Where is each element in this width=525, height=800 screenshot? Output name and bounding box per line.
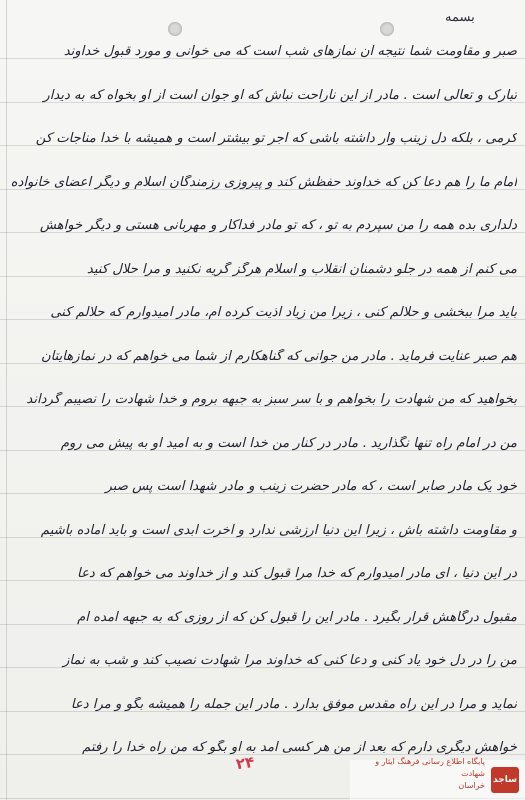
- text-line: کرمی ، بلکه دل زینب وار داشته باشی که اجر تو بیشتر است و همیشه با خدا مناجات کن: [35, 131, 517, 146]
- text-line: من را در دل خود یاد کنی و دعا کنی که خداوند مرا شهادت نصیب کند و شب به نماز: [63, 653, 517, 668]
- punch-hole: [380, 22, 394, 36]
- text-line: تبارک و تعالی است . مادر از این ناراحت نباش که او جوان است از او بخواه که به دیدار: [43, 87, 517, 103]
- text-line: هم صبر عنایت فرماید . مادر من جوانی که گناهکارم از شما می خواهم که در نمازهایتان: [40, 348, 517, 364]
- text-line: دلداری بده همه را من سپردم به تو ، که تو مادر فداکار و مهربانی هستی و دیگر خواهش: [39, 218, 517, 233]
- letter-header: بسمه: [445, 10, 475, 25]
- text-line: خود یک مادر صابر است ، که مادر حضرت زینب و مادر شهدا است پس صبر: [105, 479, 517, 494]
- text-line: مقبول درگاهش قرار بگیرد . مادر این را قبول کن که از روزی که به جبهه آمده ام: [77, 609, 517, 625]
- text-line: امام ما را هم دعا کن که خداوند حفظش کند و پیروزی رزمندگان اسلام و دیگر اعضای خانواده: [10, 174, 517, 190]
- text-line: من در امام راه تنها نگذارید . مادر در کنار من خدا است و به امید او به پیش می روم: [60, 435, 517, 451]
- text-line: و مقاومت داشته باش ، زیرا این دنیا ارزشی ندارد و آخرت ابدی است و باید آماده باشیم: [40, 522, 517, 538]
- text-line: صبر و مقاومت شما نتیجه آن نمازهای شب است که می خوانی و مورد قبول خداوند: [63, 44, 517, 59]
- watermark-line-2: خراسان: [458, 781, 485, 790]
- text-line: در این دنیا ، ای مادر امیدوارم که خدا مرا قبول کند و از خداوند می خواهم که دعا: [77, 566, 517, 581]
- text-line: می کنم از همه در جلو دشمنان انقلاب و اسلام هرگز گریه نکنید و مرا حلال کنید: [86, 261, 517, 277]
- watermark-text: [355, 756, 485, 792]
- page-number: ۲۴: [234, 752, 256, 774]
- watermark-line-1: پایگاه اطلاع رسانی فرهنگ ایثار و شهادت: [375, 757, 485, 778]
- site-watermark: [350, 757, 525, 800]
- text-line: بخواهید که من شهادت را بخواهم و با سر سبز به جبهه بروم و خدا شهادت را نصیبم گرداند: [26, 392, 517, 407]
- watermark-logo-icon: ساجد: [491, 767, 519, 793]
- text-line: نماید و مرا در این راه مقدس موفق بدارد . مادر این جمله را همیشه بگو و مرا دعا: [70, 696, 517, 712]
- punch-hole: [168, 22, 182, 36]
- text-line: باید مرا ببخشی و حلالم کنی ، زیرا من زیاد اذیت کرده ام، مادر امیدوارم که حلالم کنی: [50, 305, 517, 320]
- text-line: خواهش دیگری دارم که بعد از من هر کسی آمد به او بگو که من راه خدا را رفتم: [82, 740, 517, 755]
